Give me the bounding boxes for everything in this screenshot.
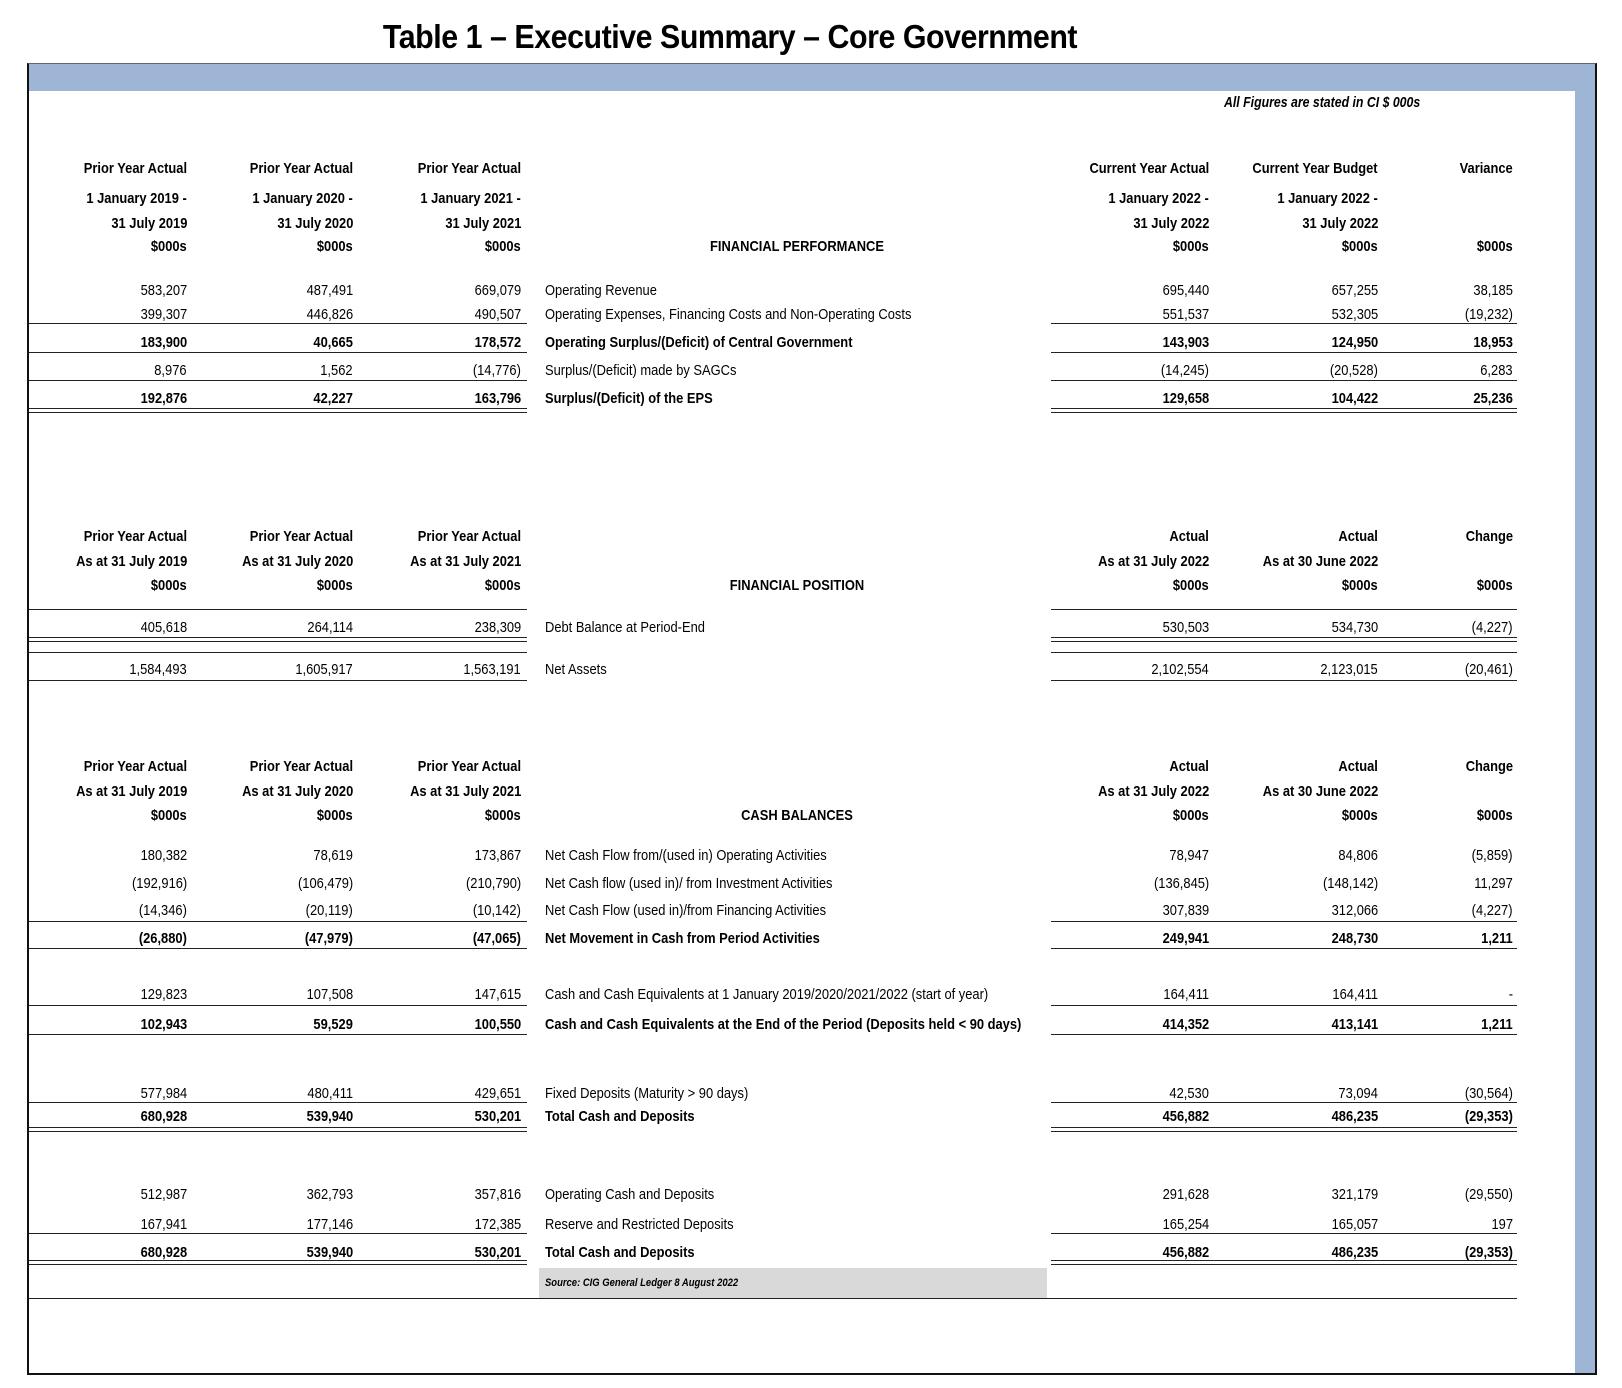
row-value: 11,297 — [1474, 875, 1513, 892]
column-header-2: As at 30 June 2022 — [1262, 783, 1378, 800]
column-header-3: 31 July 2022 — [1132, 215, 1209, 232]
row-value: (14,245) — [1160, 362, 1209, 379]
column-header-3: $000s — [1173, 807, 1209, 824]
double-rule — [29, 408, 527, 413]
units-note: All Figures are stated in CI $ 000s — [1224, 94, 1421, 111]
row-value: 413,141 — [1331, 1016, 1378, 1033]
row-value: 129,658 — [1162, 390, 1209, 407]
row-value: 486,235 — [1331, 1244, 1378, 1261]
column-header-1: Current Year Actual — [1089, 160, 1209, 177]
column-header-1: Prior Year Actual — [83, 528, 187, 545]
row-value: (136,845) — [1153, 875, 1209, 892]
row-value: 165,254 — [1162, 1216, 1209, 1233]
column-header-3: $000s — [1173, 577, 1209, 594]
column-header-4: $000s — [1477, 238, 1513, 255]
single-rule — [1051, 352, 1517, 353]
single-rule — [1051, 921, 1517, 922]
row-label: Total Cash and Deposits — [545, 1244, 695, 1261]
row-value: 456,882 — [1162, 1108, 1209, 1125]
row-value: (30,564) — [1464, 1085, 1513, 1102]
column-header-2: As at 31 July 2021 — [409, 783, 521, 800]
row-value: (20,461) — [1464, 661, 1513, 678]
row-value: 84,806 — [1338, 847, 1378, 864]
column-header-3: $000s — [485, 807, 521, 824]
row-value: 530,503 — [1162, 619, 1209, 636]
row-value: 104,422 — [1331, 390, 1378, 407]
column-header-1: Change — [1465, 528, 1513, 545]
row-label: Net Movement in Cash from Period Activities — [545, 930, 820, 947]
column-header-3: $000s — [1477, 807, 1513, 824]
column-header-4: $000s — [1173, 238, 1209, 255]
single-rule — [1051, 380, 1517, 381]
row-value: 414,352 — [1162, 1016, 1209, 1033]
row-value: (5,859) — [1472, 847, 1513, 864]
single-rule — [1051, 1005, 1517, 1006]
column-header-1: Actual — [1338, 528, 1378, 545]
column-header-1: Prior Year Actual — [249, 528, 353, 545]
column-header-4: $000s — [151, 238, 187, 255]
row-value: 38,185 — [1473, 282, 1513, 299]
row-value: (210,790) — [465, 875, 521, 892]
row-value: 429,651 — [474, 1085, 521, 1102]
row-value: 173,867 — [474, 847, 521, 864]
row-value: 1,605,917 — [295, 661, 353, 678]
row-value: 8,976 — [154, 362, 187, 379]
row-value: 490,507 — [474, 306, 521, 323]
row-value: 539,940 — [306, 1244, 353, 1261]
row-value: 178,572 — [474, 334, 521, 351]
row-value: 42,530 — [1169, 1085, 1209, 1102]
source-note-cell — [539, 1268, 1047, 1298]
row-value: 129,823 — [140, 986, 187, 1003]
row-value: 530,201 — [474, 1108, 521, 1125]
row-label: Surplus/(Deficit) of the EPS — [545, 390, 713, 407]
row-value: (148,142) — [1322, 875, 1378, 892]
row-value: 456,882 — [1162, 1244, 1209, 1261]
row-value: 534,730 — [1331, 619, 1378, 636]
row-value: (10,142) — [472, 902, 521, 919]
row-value: (47,065) — [472, 930, 521, 947]
row-value: 180,382 — [140, 847, 187, 864]
row-value: (192,916) — [131, 875, 187, 892]
row-value: 307,839 — [1162, 902, 1209, 919]
section-heading: CASH BALANCES — [741, 807, 853, 824]
row-value: 2,102,554 — [1151, 661, 1209, 678]
row-value: 321,179 — [1331, 1186, 1378, 1203]
row-value: 248,730 — [1331, 930, 1378, 947]
single-rule — [1051, 1102, 1517, 1103]
column-header-2: 1 January 2021 - — [420, 190, 521, 207]
row-value: - — [1508, 986, 1513, 1003]
row-value: 669,079 — [474, 282, 521, 299]
row-value: 102,943 — [140, 1016, 187, 1033]
column-header-1: Prior Year Actual — [417, 160, 521, 177]
column-header-2: 1 January 2020 - — [252, 190, 353, 207]
double-rule — [1051, 408, 1517, 413]
row-value: 25,236 — [1473, 390, 1513, 407]
row-label: Operating Surplus/(Deficit) of Central Government — [545, 334, 853, 351]
row-value: (26,880) — [138, 930, 187, 947]
column-header-4: $000s — [485, 238, 521, 255]
row-value: 577,984 — [140, 1085, 187, 1102]
row-label: Net Cash Flow from/(used in) Operating Activities — [545, 847, 827, 864]
row-label: Cash and Cash Equivalents at the End of the Period (Deposits held < 90 days) — [545, 1016, 1022, 1033]
single-rule — [29, 352, 527, 353]
double-rule — [1051, 1260, 1517, 1265]
column-header-3: $000s — [485, 577, 521, 594]
row-value: 78,947 — [1169, 847, 1209, 864]
single-rule — [29, 380, 527, 381]
row-value: (47,979) — [304, 930, 353, 947]
double-rule — [1051, 637, 1517, 642]
single-rule — [1051, 1233, 1517, 1234]
row-value: 657,255 — [1331, 282, 1378, 299]
row-value: 249,941 — [1162, 930, 1209, 947]
row-value: 405,618 — [140, 619, 187, 636]
row-value: 165,057 — [1331, 1216, 1378, 1233]
row-value: 291,628 — [1162, 1186, 1209, 1203]
column-header-1: Prior Year Actual — [249, 160, 353, 177]
row-value: 680,928 — [140, 1108, 187, 1125]
row-value: 446,826 — [306, 306, 353, 323]
column-header-3: 31 July 2021 — [444, 215, 521, 232]
row-value: 192,876 — [140, 390, 187, 407]
row-label: Reserve and Restricted Deposits — [545, 1216, 734, 1233]
row-label: Debt Balance at Period-End — [545, 619, 705, 636]
column-header-1: Prior Year Actual — [417, 758, 521, 775]
column-header-4: $000s — [317, 238, 353, 255]
single-rule — [1051, 609, 1517, 610]
row-value: (14,776) — [472, 362, 521, 379]
column-header-2: As at 31 July 2019 — [75, 783, 187, 800]
row-value: 362,793 — [306, 1186, 353, 1203]
double-rule — [29, 637, 527, 642]
column-header-2: 1 January 2019 - — [86, 190, 187, 207]
column-header-2: As at 31 July 2022 — [1097, 783, 1209, 800]
source-note: Source: CIG General Ledger 8 August 2022 — [545, 1277, 739, 1289]
row-value: 164,411 — [1332, 986, 1378, 1003]
row-value: 172,385 — [474, 1216, 521, 1233]
row-value: 264,114 — [307, 619, 353, 636]
single-rule — [1051, 948, 1517, 949]
row-value: 59,529 — [313, 1016, 353, 1033]
column-header-2: As at 31 July 2021 — [409, 553, 521, 570]
single-rule — [1051, 680, 1517, 681]
row-value: 695,440 — [1162, 282, 1209, 299]
column-header-2: 1 January 2022 - — [1277, 190, 1378, 207]
single-rule — [29, 652, 527, 653]
column-header-1: Actual — [1338, 758, 1378, 775]
row-value: 399,307 — [140, 306, 187, 323]
double-rule — [29, 1260, 527, 1265]
row-value: 124,950 — [1331, 334, 1378, 351]
single-rule — [29, 1233, 527, 1234]
column-header-1: Actual — [1169, 528, 1209, 545]
column-header-3: $000s — [151, 577, 187, 594]
column-header-3: 31 July 2019 — [110, 215, 187, 232]
single-rule — [1051, 1034, 1517, 1035]
row-value: (14,346) — [138, 902, 187, 919]
row-label: Net Assets — [545, 661, 607, 678]
column-header-2: As at 31 July 2020 — [241, 553, 353, 570]
column-header-3: $000s — [1477, 577, 1513, 594]
page-title: Table 1 – Executive Summary – Core Government — [382, 18, 1078, 55]
column-header-1: Variance — [1459, 160, 1513, 177]
row-value: 167,941 — [140, 1216, 187, 1233]
column-header-3: $000s — [1342, 577, 1378, 594]
row-value: 147,615 — [474, 986, 521, 1003]
row-value: 1,562 — [320, 362, 353, 379]
column-header-1: Actual — [1169, 758, 1209, 775]
row-value: 1,563,191 — [463, 661, 521, 678]
summary-table-frame — [27, 63, 1597, 1375]
column-header-1: Prior Year Actual — [417, 528, 521, 545]
row-value: 78,619 — [313, 847, 353, 864]
column-header-2: As at 31 July 2020 — [241, 783, 353, 800]
row-label: Net Cash Flow (used in)/from Financing Activities — [545, 902, 827, 919]
row-value: 530,201 — [474, 1244, 521, 1261]
column-header-1: Current Year Budget — [1252, 160, 1378, 177]
row-label: Surplus/(Deficit) made by SAGCs — [545, 362, 737, 379]
double-rule — [1051, 1127, 1517, 1132]
row-value: 42,227 — [313, 390, 353, 407]
row-value: 486,235 — [1331, 1108, 1378, 1125]
row-value: 73,094 — [1338, 1085, 1378, 1102]
column-header-2: 1 January 2022 - — [1108, 190, 1209, 207]
column-header-3: $000s — [151, 807, 187, 824]
column-header-2: As at 30 June 2022 — [1262, 553, 1378, 570]
row-value: (4,227) — [1472, 619, 1513, 636]
column-header-3: 31 July 2020 — [276, 215, 353, 232]
row-value: 164,411 — [1163, 986, 1209, 1003]
row-value: 197 — [1491, 1216, 1513, 1233]
row-value: 143,903 — [1162, 334, 1209, 351]
single-rule — [29, 680, 527, 681]
column-header-3: $000s — [317, 807, 353, 824]
row-value: 107,508 — [306, 986, 353, 1003]
row-value: 583,207 — [140, 282, 187, 299]
header-band — [29, 64, 1595, 91]
column-header-1: Change — [1465, 758, 1513, 775]
row-value: (29,353) — [1464, 1244, 1513, 1261]
row-value: 532,305 — [1331, 306, 1378, 323]
single-rule — [29, 323, 527, 324]
row-value: (29,550) — [1464, 1186, 1513, 1203]
section-heading: FINANCIAL POSITION — [729, 577, 865, 594]
row-value: (29,353) — [1464, 1108, 1513, 1125]
row-label: Operating Revenue — [545, 282, 657, 299]
row-value: 512,987 — [140, 1186, 187, 1203]
section-heading: FINANCIAL PERFORMANCE — [710, 238, 884, 255]
row-value: 6,283 — [1480, 362, 1513, 379]
column-header-3: 31 July 2022 — [1301, 215, 1378, 232]
row-value: 551,537 — [1162, 306, 1209, 323]
single-rule — [29, 921, 527, 922]
row-value: 312,066 — [1331, 902, 1378, 919]
row-label: Net Cash flow (used in)/ from Investment Activities — [545, 875, 833, 892]
side-band — [1575, 64, 1595, 1373]
single-rule — [29, 948, 527, 949]
row-value: (19,232) — [1464, 306, 1513, 323]
column-header-1: Prior Year Actual — [83, 160, 187, 177]
single-rule — [29, 1298, 1517, 1299]
row-value: (4,227) — [1472, 902, 1513, 919]
row-value: (20,119) — [305, 902, 353, 919]
row-label: Cash and Cash Equivalents at 1 January 2019/2020/2021/2022 (start of year) — [545, 986, 989, 1003]
row-value: 1,211 — [1481, 930, 1513, 947]
row-value: 2,123,015 — [1320, 661, 1378, 678]
row-value: (106,479) — [297, 875, 353, 892]
column-header-2: As at 31 July 2019 — [75, 553, 187, 570]
column-header-2: As at 31 July 2022 — [1097, 553, 1209, 570]
column-header-3: $000s — [1342, 807, 1378, 824]
row-label: Total Cash and Deposits — [545, 1108, 695, 1125]
single-rule — [29, 1102, 527, 1103]
row-value: 487,491 — [306, 282, 353, 299]
row-value: 480,411 — [307, 1085, 353, 1102]
column-header-3: $000s — [317, 577, 353, 594]
row-value: 163,796 — [474, 390, 521, 407]
column-header-1: Prior Year Actual — [249, 758, 353, 775]
row-value: 357,816 — [474, 1186, 521, 1203]
row-value: 40,665 — [313, 334, 353, 351]
row-label: Operating Expenses, Financing Costs and Non-Operating Costs — [545, 306, 912, 323]
single-rule — [1051, 323, 1517, 324]
row-value: 680,928 — [140, 1244, 187, 1261]
single-rule — [29, 1034, 527, 1035]
row-value: 183,900 — [140, 334, 187, 351]
single-rule — [29, 609, 527, 610]
column-header-4: $000s — [1342, 238, 1378, 255]
row-label: Fixed Deposits (Maturity > 90 days) — [545, 1085, 749, 1102]
row-value: 539,940 — [306, 1108, 353, 1125]
single-rule — [1051, 652, 1517, 653]
row-value: (20,528) — [1329, 362, 1378, 379]
row-value: 18,953 — [1473, 334, 1513, 351]
column-header-1: Prior Year Actual — [83, 758, 187, 775]
row-value: 1,584,493 — [129, 661, 187, 678]
row-label: Operating Cash and Deposits — [545, 1186, 715, 1203]
single-rule — [29, 1005, 527, 1006]
row-value: 238,309 — [474, 619, 521, 636]
double-rule — [29, 1127, 527, 1132]
row-value: 100,550 — [474, 1016, 521, 1033]
row-value: 177,146 — [306, 1216, 353, 1233]
row-value: 1,211 — [1481, 1016, 1513, 1033]
